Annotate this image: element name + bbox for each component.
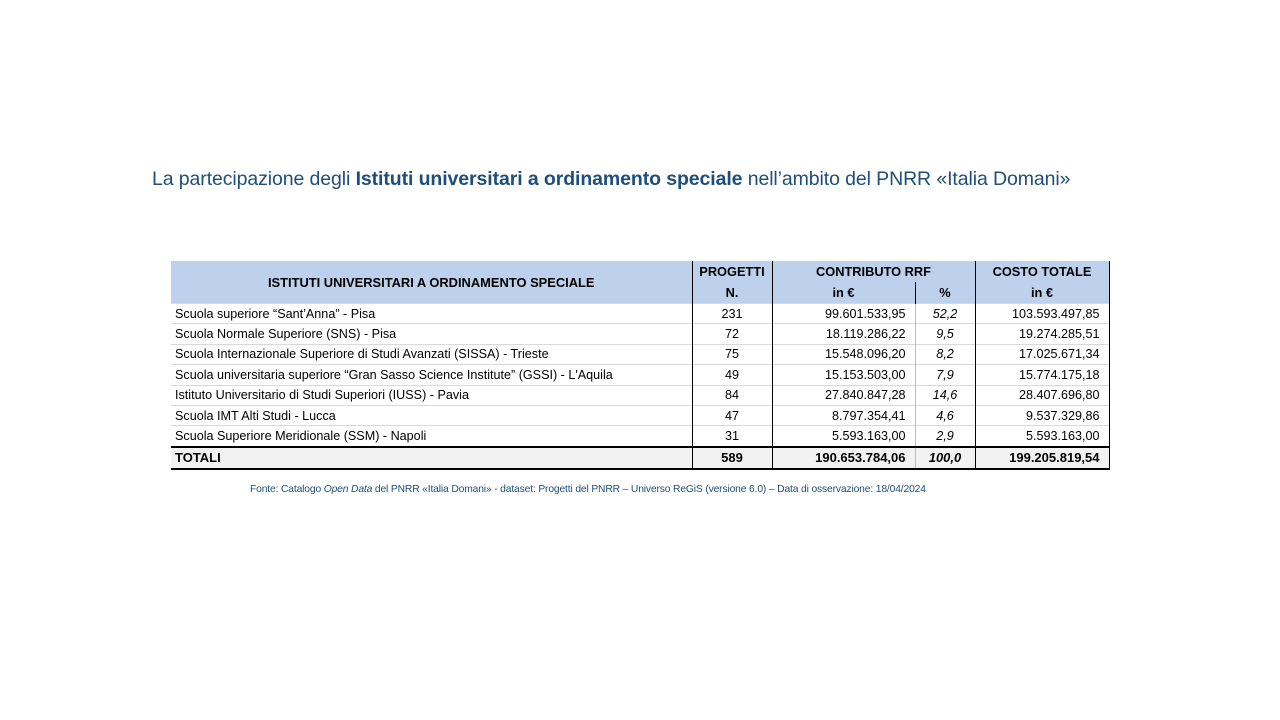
table-body <box>171 304 1109 469</box>
cell-costo-totale: 19.274.285,51 <box>975 324 1109 344</box>
source-part-two: del PNRR «Italia Domani» - dataset: Progetti del PNRR – Universo ReGiS (versione 6.0) – Data di osservazione: 18/04/2024 <box>372 484 926 495</box>
source-part-one: Fonte: Catalogo <box>250 484 324 495</box>
table-row <box>171 385 1109 405</box>
institutes-table <box>171 261 1110 470</box>
cell-institute-name: Scuola IMT Alti Studi - Lucca <box>171 405 692 425</box>
column-header-contributo-rrf: CONTRIBUTO RRF <box>772 261 975 282</box>
table-row <box>171 405 1109 425</box>
cell-institute-name: Scuola Superiore Meridionale (SSM) - Napoli <box>171 426 692 447</box>
cell-contributo-eur: 15.153.503,00 <box>772 365 915 385</box>
cell-progetti: 72 <box>692 324 772 344</box>
table-row <box>171 426 1109 447</box>
cell-progetti: 231 <box>692 304 772 324</box>
page-title <box>152 166 1162 192</box>
table-header <box>171 261 1109 304</box>
cell-institute-name: Scuola Internazionale Superiore di Studi Avanzati (SISSA) - Trieste <box>171 344 692 364</box>
cell-totals-contributo-pct: 100,0 <box>915 447 975 469</box>
cell-progetti: 47 <box>692 405 772 425</box>
table-totals-row <box>171 447 1109 469</box>
column-subheader-contributo-pct: % <box>915 282 975 304</box>
cell-costo-totale: 28.407.696,80 <box>975 385 1109 405</box>
cell-costo-totale: 5.593.163,00 <box>975 426 1109 447</box>
cell-totals-contributo-eur: 190.653.784,06 <box>772 447 915 469</box>
column-subheader-progetti-n: N. <box>692 282 772 304</box>
source-note <box>250 483 1050 497</box>
cell-totals-progetti: 589 <box>692 447 772 469</box>
cell-contributo-pct: 8,2 <box>915 344 975 364</box>
title-suffix: nell’ambito del PNRR «Italia Domani» <box>742 168 1071 190</box>
cell-costo-totale: 15.774.175,18 <box>975 365 1109 385</box>
cell-contributo-eur: 99.601.533,95 <box>772 304 915 324</box>
cell-institute-name: Istituto Universitario di Studi Superiori (IUSS) - Pavia <box>171 385 692 405</box>
cell-totals-label: TOTALI <box>171 447 692 469</box>
column-subheader-contributo-eur: in € <box>772 282 915 304</box>
title-emphasis: Istituti universitari a ordinamento speciale <box>355 168 743 190</box>
table-row <box>171 365 1109 385</box>
cell-contributo-pct: 9,5 <box>915 324 975 344</box>
table-row <box>171 324 1109 344</box>
cell-contributo-eur: 15.548.096,20 <box>772 344 915 364</box>
cell-contributo-eur: 5.593.163,00 <box>772 426 915 447</box>
column-header-costo-totale: COSTO TOTALE <box>975 261 1109 282</box>
cell-costo-totale: 9.537.329,86 <box>975 405 1109 425</box>
cell-contributo-pct: 14,6 <box>915 385 975 405</box>
cell-contributo-eur: 18.119.286,22 <box>772 324 915 344</box>
cell-contributo-eur: 8.797.354,41 <box>772 405 915 425</box>
source-dataset-name: Open Data <box>323 484 373 495</box>
cell-costo-totale: 17.025.671,34 <box>975 344 1109 364</box>
cell-progetti: 84 <box>692 385 772 405</box>
cell-institute-name: Scuola superiore “Sant’Anna” - Pisa <box>171 304 692 324</box>
cell-institute-name: Scuola Normale Superiore (SNS) - Pisa <box>171 324 692 344</box>
cell-contributo-pct: 7,9 <box>915 365 975 385</box>
column-header-institute: ISTITUTI UNIVERSITARI A ORDINAMENTO SPECIALE <box>171 261 692 304</box>
cell-contributo-pct: 4,6 <box>915 405 975 425</box>
cell-contributo-eur: 27.840.847,28 <box>772 385 915 405</box>
cell-progetti: 49 <box>692 365 772 385</box>
cell-institute-name: Scuola universitaria superiore “Gran Sasso Science Institute” (GSSI) - L'Aquila <box>171 365 692 385</box>
column-subheader-costo-eur: in € <box>975 282 1109 304</box>
cell-costo-totale: 103.593.497,85 <box>975 304 1109 324</box>
cell-totals-costo-totale: 199.205.819,54 <box>975 447 1109 469</box>
table-header-row-primary <box>171 261 1109 282</box>
table-container <box>171 261 1109 470</box>
table-row <box>171 304 1109 324</box>
column-header-progetti: PROGETTI <box>692 261 772 282</box>
table-row <box>171 344 1109 364</box>
cell-progetti: 31 <box>692 426 772 447</box>
cell-contributo-pct: 52,2 <box>915 304 975 324</box>
cell-contributo-pct: 2,9 <box>915 426 975 447</box>
cell-progetti: 75 <box>692 344 772 364</box>
title-prefix: La partecipazione degli <box>152 168 356 190</box>
